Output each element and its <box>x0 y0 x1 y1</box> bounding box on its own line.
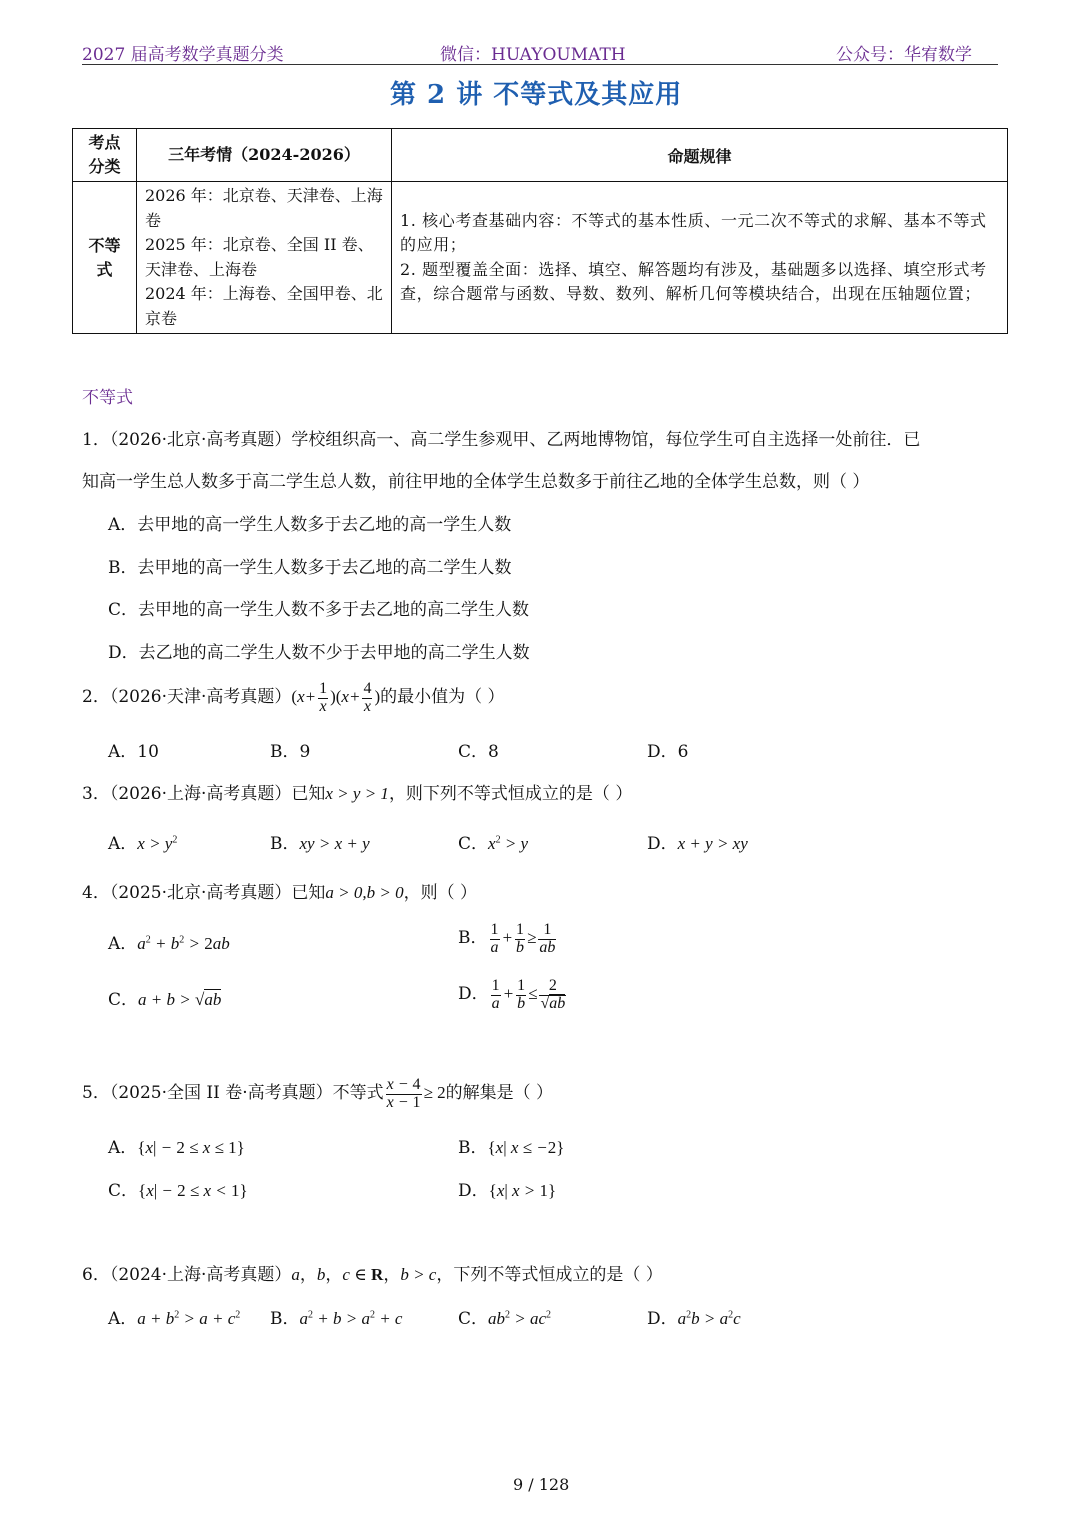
q6-condition: a，b，c ∈ R，b > c <box>291 1265 437 1284</box>
section-label: 不等式 <box>82 388 133 408</box>
page-number: 9 / 128 <box>513 1475 570 1494</box>
q3-option-c: C．$x^2 > y$ <box>458 834 529 854</box>
q3-option-a: A．$x > y^2$ <box>108 834 178 854</box>
header-center: 微信：HUAYOUMATH <box>440 45 626 65</box>
q4-option-d: D． $\frac{1}{a}$ + $\frac{1}{b}$ ≤ $\frac{2}{√ab}$ <box>458 976 566 1012</box>
q1-option-a: A．去甲地的高一学生人数多于去乙地的高一学生人数 <box>108 515 512 535</box>
q6-prefix: 6．（2024·上海·高考真题） <box>82 1265 292 1285</box>
q1-option-b: B．去甲地的高一学生人数多于去乙地的高二学生人数 <box>108 558 512 578</box>
q2-prefix: 2．（2026·天津·高考真题） <box>82 687 292 707</box>
q6-suffix: ，下列不等式恒成立的是（ ） <box>436 1265 663 1285</box>
q4-option-a: A．$a^2 + b^2 > 2ab$ <box>108 934 230 954</box>
header-years: 三年考情（2024-2026） <box>137 129 392 182</box>
page-title: 第 2 讲 不等式及其应用 <box>390 80 683 110</box>
q3-option-d: D．x + y > xy <box>647 834 748 854</box>
q4-option-b: B． $\frac{1}{a}$ + $\frac{1}{b}$ ≥ $\frac{1}{ab}$ <box>458 920 556 956</box>
q3-stem <box>82 779 632 804</box>
q3-option-b: B．xy > x + y <box>270 834 370 854</box>
years-cell <box>137 182 392 334</box>
q6-stem <box>82 1260 663 1285</box>
q4-option-c: C．a + b > √ab <box>108 990 222 1010</box>
q3-prefix: 3．（2026·上海·高考真题）已知 <box>82 784 326 804</box>
q4-condition: a > 0,b > 0 <box>325 883 404 902</box>
q6-option-a: A．$a + b^2 > a + c^2$ <box>108 1309 241 1329</box>
exam-info-table <box>72 128 1008 334</box>
q1-stem-line2: 知高一学生总人数多于高二学生总人数，前往甲地的全体学生总数多于前往乙地的全体学生总数，则（ ） <box>82 472 870 492</box>
q5-option-c: C．{x| − 2 ≤ x < 1} <box>108 1181 248 1201</box>
year-2025: 2025 年：北京卷、全国 II 卷、天津卷、上海卷 <box>145 235 374 279</box>
q5-option-d: D．{x| x > 1} <box>458 1181 557 1201</box>
year-2024: 2024 年：上海卷、全国甲卷、北京卷 <box>145 284 383 328</box>
q5-option-b: B．{x| x ≤ −2} <box>458 1138 565 1158</box>
rule-2: 2. 题型覆盖全面：选择、填空、解答题均有涉及，基础题多以选择、填空形式考查，综合题常与函数、导数、数列、解析几何等模块结合，出现在压轴题位置； <box>400 259 987 303</box>
q2-option-a: A．10 <box>108 742 159 762</box>
header-divider <box>82 64 998 65</box>
q6-option-c: C．$ab^2 > ac^2$ <box>458 1309 552 1329</box>
category-cell: 不等式 <box>73 182 137 334</box>
q1-stem-line1: 1．（2026·北京·高考真题）学校组织高一、高二学生参观甲、乙两地博物馆，每位学生可自主选择一处前往．已 <box>82 430 921 450</box>
q5-stem <box>82 1071 553 1115</box>
q6-option-d: D．$a^2b > a^2c$ <box>647 1309 741 1329</box>
header-rules: 命题规律 <box>392 129 1008 182</box>
year-2026: 2026 年：北京卷、天津卷、上海卷 <box>145 186 383 230</box>
header-category: 考点分类 <box>73 129 137 182</box>
q2-option-b: B．9 <box>270 742 311 762</box>
rule-1: 1. 核心考查基础内容：不等式的基本性质、一元二次不等式的求解、基本不等式的应用； <box>400 210 987 254</box>
q6-option-b: B．$a^2 + b > a^2 + c$ <box>270 1309 403 1329</box>
q5-prefix: 5．（2025·全国 II 卷·高考真题）不等式 <box>82 1083 384 1103</box>
q4-suffix: ，则（ ） <box>403 883 477 903</box>
q5-option-a: A．{x| − 2 ≤ x ≤ 1} <box>108 1138 245 1158</box>
rules-cell <box>392 182 1008 334</box>
q2-stem <box>82 677 505 717</box>
q3-suffix: ，则下列不等式恒成立的是（ ） <box>388 784 633 804</box>
q3-condition: x > y > 1 <box>325 784 389 803</box>
q1-option-d: D．去乙地的高二学生人数不少于去甲地的高二学生人数 <box>108 643 530 663</box>
q2-option-d: D．6 <box>647 742 689 762</box>
q2-expression: (x+ $\frac{1}{x}$ )(x+ $\frac{4}{x}$ ) <box>291 679 381 715</box>
header-right: 公众号：华宥数学 <box>836 45 972 65</box>
q2-suffix: 的最小值为（ ） <box>380 687 505 707</box>
q5-expression: $\frac{x - 4}{x - 1}$ ≥ 2 <box>386 1075 446 1111</box>
q4-prefix: 4．（2025·北京·高考真题）已知 <box>82 883 326 903</box>
q5-suffix: 的解集是（ ） <box>445 1083 554 1103</box>
q4-stem <box>82 878 477 903</box>
q1-option-c: C．去甲地的高一学生人数不多于去乙地的高二学生人数 <box>108 600 530 620</box>
header-left: 2027 届高考数学真题分类 <box>82 45 284 65</box>
q2-option-c: C．8 <box>458 742 499 762</box>
